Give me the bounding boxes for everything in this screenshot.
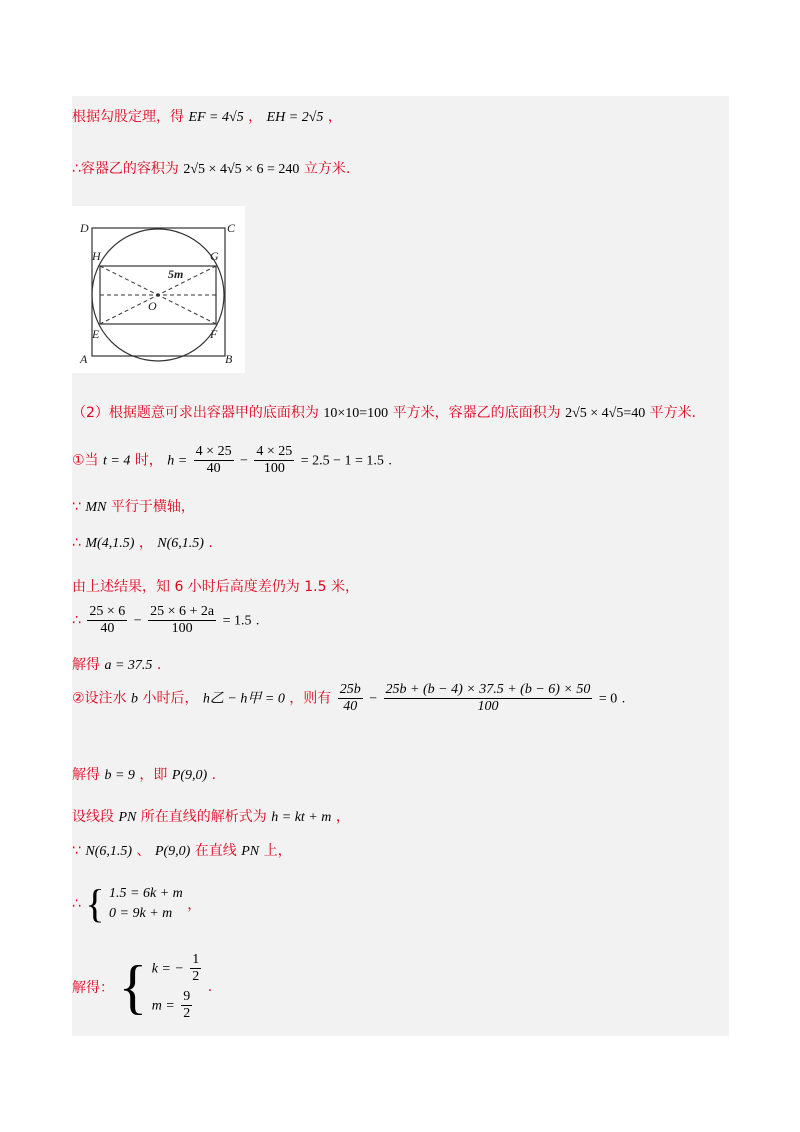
fraction-1 (338, 682, 363, 715)
left-brace: { (118, 954, 148, 1020)
denominator: 2 (183, 1006, 191, 1021)
denominator: 100 (171, 621, 193, 636)
math-p: P(9,0) (154, 844, 191, 859)
minus: − (369, 691, 378, 707)
math-eh: EH = 2√5 (266, 110, 324, 125)
text: （2）根据题意可求出容器甲的底面积为 (72, 405, 319, 421)
denominator: 40 (206, 461, 221, 476)
period: . (621, 691, 626, 707)
line-line-pn (72, 806, 350, 826)
label-F: F (210, 327, 218, 341)
math-area-jia: 10×10=100 (323, 406, 389, 421)
solution-k (152, 952, 204, 985)
figure-svg (72, 206, 245, 373)
numerator: 25b + (b − 4) × 37.5 + (b − 6) × 50 (385, 682, 591, 697)
line-equation-a (72, 604, 259, 637)
label-G: G (210, 249, 219, 263)
denominator: 2 (192, 969, 200, 984)
math-m: M(4,1.5) (85, 536, 135, 551)
math-b: b (131, 691, 139, 707)
numerator: 1 (192, 952, 200, 967)
text: 平方米，容器乙的底面积为 (392, 405, 561, 421)
text: ∴容器乙的容积为 (72, 161, 179, 177)
text: 上， (263, 843, 292, 859)
line-solve-b (72, 764, 216, 784)
text: . (211, 767, 217, 783)
fraction-1 (194, 444, 234, 477)
line-points-mn (72, 532, 213, 552)
text: 时， (134, 452, 163, 469)
denominator: 40 (343, 699, 358, 714)
text: 解得 (72, 767, 100, 783)
equation-2: 0 = 9k + m (109, 906, 173, 921)
solution-m (152, 989, 204, 1022)
text: 所在直线的解析式为 (140, 809, 267, 825)
text: ∴ (72, 535, 81, 551)
math-volume: 2√5 × 4√5 × 6 = 240 (183, 162, 300, 177)
period: . (388, 453, 392, 469)
line-mn-parallel (72, 496, 195, 516)
math-k: k = − (151, 961, 184, 977)
denominator: 40 (100, 621, 115, 636)
numerator: 25 × 6 + 2a (150, 604, 215, 619)
numerator: 4 × 25 (256, 444, 293, 459)
line-system (72, 881, 202, 926)
text: 根据勾股定理，得 (72, 109, 184, 125)
numerator: 4 × 25 (195, 444, 232, 459)
math-n: N(6,1.5) (157, 536, 204, 551)
line-t4 (72, 444, 392, 477)
denominator: 100 (263, 461, 285, 476)
fraction-2 (254, 444, 294, 477)
text: ①当 (72, 452, 99, 469)
equation-stack (109, 884, 183, 924)
fraction-2 (384, 682, 593, 715)
math-result: = 2.5 − 1 = 1.5 (300, 453, 384, 469)
line-solution (72, 952, 212, 1022)
math-n: N(6,1.5) (85, 844, 133, 859)
math-h-diff: h乙 − h甲 = 0 (202, 691, 285, 707)
text: ∵ (72, 843, 81, 859)
label-5m: 5m (168, 267, 184, 281)
text: . (207, 979, 213, 995)
text: . (156, 657, 162, 673)
math-b-value: b = 9 (104, 768, 135, 783)
fraction-k (190, 952, 201, 985)
text: ， (248, 109, 263, 125)
minus: − (240, 453, 248, 469)
text: 由上述结果，知 6 小时后高度差仍为 1.5 米， (72, 579, 359, 595)
text: ∴ (72, 896, 81, 912)
text: 立方米. (303, 161, 351, 177)
text: 解得： (72, 980, 114, 996)
period: . (255, 613, 260, 629)
math-point-p: P(9,0) (171, 768, 208, 783)
label-B: B (225, 352, 233, 366)
line-height-diff (72, 576, 359, 596)
text: 平方米. (649, 405, 697, 421)
fraction-1 (87, 604, 127, 637)
label-C: C (227, 221, 236, 235)
numerator: 25b (339, 682, 361, 697)
text: ∴ (72, 612, 81, 629)
line-base-area (72, 402, 696, 422)
label-E: E (92, 327, 100, 341)
text: ∵ (72, 499, 81, 515)
text: ， (138, 535, 153, 551)
center-point (156, 293, 160, 297)
text: ， (187, 897, 202, 913)
math-pn: PN (241, 844, 260, 859)
fraction-2 (148, 604, 216, 637)
line-points-on-pn (72, 840, 292, 860)
geometry-figure (72, 206, 245, 373)
line-solve-a (72, 654, 161, 674)
math-result: = 0 (598, 691, 618, 707)
math-ef: EF = 4√5 (188, 110, 244, 125)
text: ，即 (139, 767, 168, 783)
numerator: 25 × 6 (89, 604, 126, 619)
math-h: h = (167, 453, 188, 469)
math-area-yi: 2√5 × 4√5=40 (565, 406, 646, 421)
text: 解得 (72, 657, 100, 673)
text: ，则有 (289, 690, 332, 707)
line-pythagoras (72, 106, 342, 126)
text: ， (327, 109, 342, 125)
text: ， (335, 809, 350, 825)
equation-1: 1.5 = 6k + m (109, 886, 183, 901)
text: . (208, 535, 213, 551)
text: 设线段 (72, 809, 114, 825)
math-pn: PN (118, 810, 137, 825)
text: 平行于横轴， (110, 499, 195, 515)
text: 在直线 (194, 843, 237, 859)
math-mn: MN (85, 500, 107, 515)
math-linear: h = kt + m (271, 810, 332, 825)
math-a: a = 37.5 (104, 658, 153, 673)
line-volume (72, 158, 350, 178)
text: 小时后， (142, 690, 199, 707)
left-brace: { (85, 881, 105, 926)
label-O: O (148, 299, 157, 313)
text: 、 (136, 843, 151, 859)
solution-stack (152, 952, 204, 1022)
fraction-m (181, 989, 192, 1022)
math-result: = 1.5 (222, 613, 252, 629)
numerator: 9 (183, 989, 191, 1004)
minus: − (133, 613, 142, 629)
denominator: 100 (477, 699, 499, 714)
label-H: H (92, 249, 101, 263)
text: ②设注水 (72, 690, 127, 707)
label-A: A (80, 352, 88, 366)
label-D: D (80, 221, 89, 235)
math-m: m = (151, 998, 175, 1014)
math-t: t = 4 (103, 453, 131, 469)
line-equation-b (72, 682, 625, 715)
